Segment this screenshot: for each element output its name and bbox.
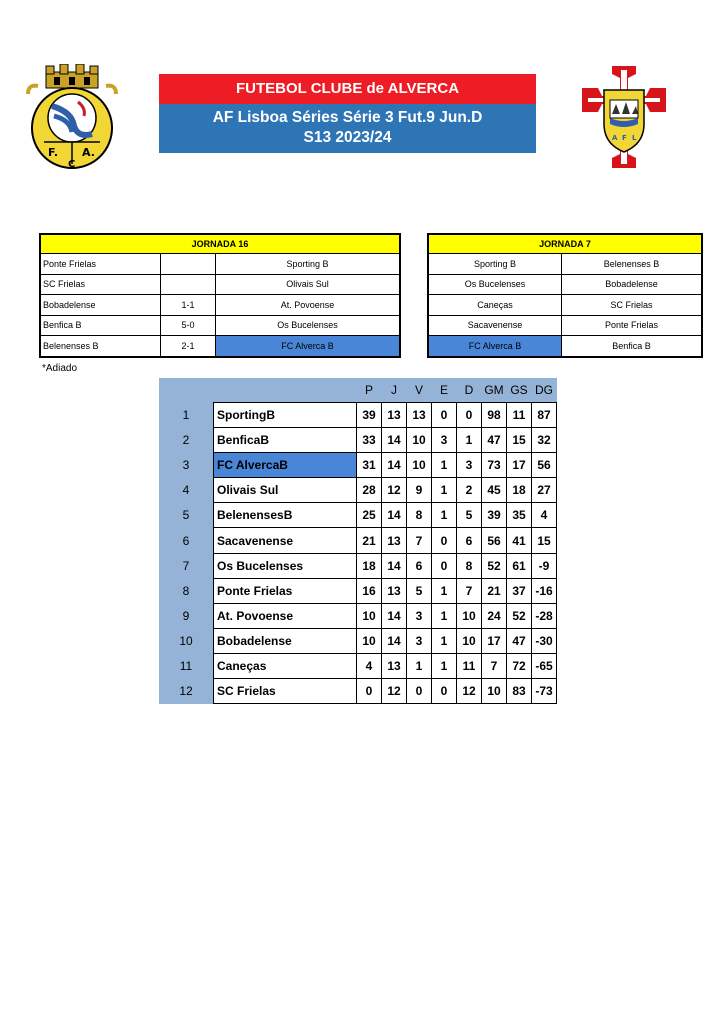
match-score: [161, 254, 216, 275]
header-played: J: [382, 378, 407, 403]
away-team: Os Bucelenses: [216, 315, 401, 336]
team-name-cell: SportingB: [214, 403, 357, 428]
table-row: [159, 653, 557, 678]
position-cell: 4: [159, 478, 214, 503]
goals-for-cell: 56: [482, 528, 507, 553]
goal-diff-cell: -65: [532, 653, 557, 678]
draws-cell: 0: [432, 553, 457, 578]
draws-cell: 0: [432, 679, 457, 704]
standings-body: [159, 403, 557, 704]
points-cell: 28: [357, 478, 382, 503]
points-cell: 0: [357, 679, 382, 704]
draws-cell: 1: [432, 628, 457, 653]
wins-cell: 10: [407, 453, 432, 478]
table-row: [159, 503, 557, 528]
points-cell: 18: [357, 553, 382, 578]
season-label: S13 2023/24: [303, 129, 392, 146]
losses-cell: 1: [457, 428, 482, 453]
goals-for-cell: 21: [482, 578, 507, 603]
wins-cell: 1: [407, 653, 432, 678]
goal-diff-cell: 87: [532, 403, 557, 428]
fc-alverca-crest-icon: [24, 64, 120, 170]
team-name-cell: Os Bucelenses: [214, 553, 357, 578]
goal-diff-cell: -16: [532, 578, 557, 603]
competition-title: [159, 104, 536, 153]
position-cell: 1: [159, 403, 214, 428]
position-cell: 11: [159, 653, 214, 678]
goals-against-cell: 52: [507, 603, 532, 628]
points-cell: 33: [357, 428, 382, 453]
team-name-cell: Caneças: [214, 653, 357, 678]
table-row: [159, 403, 557, 428]
losses-cell: 11: [457, 653, 482, 678]
team-name-cell: Bobadelense: [214, 628, 357, 653]
goal-diff-cell: 32: [532, 428, 557, 453]
table-row: [40, 336, 400, 357]
jornada16-table: [39, 233, 401, 358]
losses-cell: 12: [457, 679, 482, 704]
draws-cell: 1: [432, 503, 457, 528]
draws-cell: 1: [432, 603, 457, 628]
played-cell: 12: [382, 478, 407, 503]
home-team: Benfica B: [40, 315, 161, 336]
table-row: [428, 315, 702, 336]
played-cell: 14: [382, 453, 407, 478]
table-row: [159, 628, 557, 653]
wins-cell: 3: [407, 628, 432, 653]
goals-against-cell: 17: [507, 453, 532, 478]
header-losses: D: [457, 378, 482, 403]
played-cell: 14: [382, 503, 407, 528]
away-team: Bobadelense: [562, 274, 703, 295]
table-row: [40, 295, 400, 316]
played-cell: 14: [382, 428, 407, 453]
goal-diff-cell: 15: [532, 528, 557, 553]
goals-for-cell: 7: [482, 653, 507, 678]
away-team: Ponte Frielas: [562, 315, 703, 336]
table-row: [159, 528, 557, 553]
losses-cell: 0: [457, 403, 482, 428]
table-row: [159, 603, 557, 628]
draws-cell: 1: [432, 453, 457, 478]
standings-table: [159, 378, 557, 704]
position-cell: 7: [159, 553, 214, 578]
af-lisboa-crest-icon: [582, 66, 666, 168]
position-cell: 9: [159, 603, 214, 628]
wins-cell: 0: [407, 679, 432, 704]
losses-cell: 7: [457, 578, 482, 603]
wins-cell: 5: [407, 578, 432, 603]
goals-against-cell: 47: [507, 628, 532, 653]
points-cell: 4: [357, 653, 382, 678]
played-cell: 13: [382, 578, 407, 603]
team-name-cell: Ponte Frielas: [214, 578, 357, 603]
away-team: SC Frielas: [562, 295, 703, 316]
away-team: Belenenses B: [562, 254, 703, 275]
goal-diff-cell: 27: [532, 478, 557, 503]
goals-for-cell: 10: [482, 679, 507, 704]
goals-for-cell: 52: [482, 553, 507, 578]
team-name-cell: BelenensesB: [214, 503, 357, 528]
home-team: SC Frielas: [40, 274, 161, 295]
played-cell: 13: [382, 528, 407, 553]
table-row: [428, 274, 702, 295]
goals-for-cell: 73: [482, 453, 507, 478]
played-cell: 14: [382, 603, 407, 628]
points-cell: 16: [357, 578, 382, 603]
points-cell: 10: [357, 628, 382, 653]
header-blank-team: [214, 378, 357, 403]
draws-cell: 3: [432, 428, 457, 453]
losses-cell: 6: [457, 528, 482, 553]
away-team: Benfica B: [562, 336, 703, 357]
table-row: [40, 254, 400, 275]
table-row: [159, 428, 557, 453]
played-cell: 13: [382, 403, 407, 428]
header-points: P: [357, 378, 382, 403]
points-cell: 31: [357, 453, 382, 478]
table-row: [159, 453, 557, 478]
team-name-cell: FC AlvercaB: [214, 453, 357, 478]
losses-cell: 2: [457, 478, 482, 503]
table-row: [428, 336, 702, 357]
header-blank: [159, 378, 214, 403]
competition-name: AF Lisboa Séries Série 3 Fut.9 Jun.D: [212, 109, 483, 126]
table-row: [428, 254, 702, 275]
goal-diff-cell: -73: [532, 679, 557, 704]
losses-cell: 8: [457, 553, 482, 578]
away-team-highlighted: FC Alverca B: [216, 336, 401, 357]
goals-for-cell: 47: [482, 428, 507, 453]
losses-cell: 5: [457, 503, 482, 528]
goals-for-cell: 24: [482, 603, 507, 628]
goals-against-cell: 41: [507, 528, 532, 553]
points-cell: 39: [357, 403, 382, 428]
goals-against-cell: 83: [507, 679, 532, 704]
home-team: Sporting B: [428, 254, 562, 275]
match-score: 1-1: [161, 295, 216, 316]
points-cell: 10: [357, 603, 382, 628]
crest-letter-a: A.: [82, 146, 95, 159]
club-title: FUTEBOL CLUBE de ALVERCA: [159, 74, 536, 104]
home-team-highlighted: FC Alverca B: [428, 336, 562, 357]
losses-cell: 10: [457, 628, 482, 653]
wins-cell: 3: [407, 603, 432, 628]
goals-against-cell: 15: [507, 428, 532, 453]
played-cell: 12: [382, 679, 407, 704]
goal-diff-cell: -28: [532, 603, 557, 628]
team-name-cell: Sacavenense: [214, 528, 357, 553]
team-name-cell: SC Frielas: [214, 679, 357, 704]
losses-cell: 3: [457, 453, 482, 478]
home-team: Belenenses B: [40, 336, 161, 357]
home-team: Bobadelense: [40, 295, 161, 316]
points-cell: 21: [357, 528, 382, 553]
standings-header-row: [159, 378, 557, 403]
losses-cell: 10: [457, 603, 482, 628]
points-cell: 25: [357, 503, 382, 528]
jornada7-table: [427, 233, 703, 358]
postponed-note: *Adiado: [42, 363, 78, 374]
jornada7-title: JORNADA 7: [428, 234, 702, 254]
home-team: Ponte Frielas: [40, 254, 161, 275]
wins-cell: 13: [407, 403, 432, 428]
crest-letter-c: C: [68, 159, 76, 170]
goal-diff-cell: -30: [532, 628, 557, 653]
position-cell: 10: [159, 628, 214, 653]
wins-cell: 7: [407, 528, 432, 553]
played-cell: 14: [382, 628, 407, 653]
played-cell: 13: [382, 653, 407, 678]
title-banner: [159, 74, 536, 153]
played-cell: 14: [382, 553, 407, 578]
goals-against-cell: 61: [507, 553, 532, 578]
goal-diff-cell: 4: [532, 503, 557, 528]
team-name-cell: Olivais Sul: [214, 478, 357, 503]
table-row: [159, 578, 557, 603]
crest-letter-f2: F: [622, 134, 627, 142]
wins-cell: 9: [407, 478, 432, 503]
goals-against-cell: 18: [507, 478, 532, 503]
team-name-cell: BenficaB: [214, 428, 357, 453]
draws-cell: 0: [432, 528, 457, 553]
draws-cell: 1: [432, 478, 457, 503]
position-cell: 5: [159, 503, 214, 528]
wins-cell: 6: [407, 553, 432, 578]
away-team: At. Povoense: [216, 295, 401, 316]
crest-letter-f: F.: [48, 146, 59, 159]
table-row: [40, 274, 400, 295]
position-cell: 2: [159, 428, 214, 453]
crest-letter-a2: A: [612, 134, 618, 142]
position-cell: 6: [159, 528, 214, 553]
home-team: Caneças: [428, 295, 562, 316]
goals-for-cell: 45: [482, 478, 507, 503]
header-goals-for: GM: [482, 378, 507, 403]
table-row: [159, 553, 557, 578]
position-cell: 12: [159, 679, 214, 704]
wins-cell: 8: [407, 503, 432, 528]
away-team: Sporting B: [216, 254, 401, 275]
table-row: [428, 295, 702, 316]
home-team: Sacavenense: [428, 315, 562, 336]
match-score: 5-0: [161, 315, 216, 336]
wins-cell: 10: [407, 428, 432, 453]
header-wins: V: [407, 378, 432, 403]
position-cell: 3: [159, 453, 214, 478]
table-row: [159, 478, 557, 503]
draws-cell: 1: [432, 653, 457, 678]
goals-for-cell: 17: [482, 628, 507, 653]
goals-against-cell: 35: [507, 503, 532, 528]
goal-diff-cell: 56: [532, 453, 557, 478]
table-row: [159, 679, 557, 704]
home-team: Os Bucelenses: [428, 274, 562, 295]
table-row: [40, 315, 400, 336]
team-name-cell: At. Povoense: [214, 603, 357, 628]
header-goal-diff: DG: [532, 378, 557, 403]
goals-for-cell: 98: [482, 403, 507, 428]
crest-letter-l2: L: [632, 134, 637, 142]
match-score: [161, 274, 216, 295]
jornada16-title: JORNADA 16: [40, 234, 400, 254]
match-score: 2-1: [161, 336, 216, 357]
goals-against-cell: 37: [507, 578, 532, 603]
away-team: Olivais Sul: [216, 274, 401, 295]
goals-for-cell: 39: [482, 503, 507, 528]
goals-against-cell: 72: [507, 653, 532, 678]
goals-against-cell: 11: [507, 403, 532, 428]
goal-diff-cell: -9: [532, 553, 557, 578]
draws-cell: 0: [432, 403, 457, 428]
draws-cell: 1: [432, 578, 457, 603]
header-goals-against: GS: [507, 378, 532, 403]
position-cell: 8: [159, 578, 214, 603]
header-draws: E: [432, 378, 457, 403]
